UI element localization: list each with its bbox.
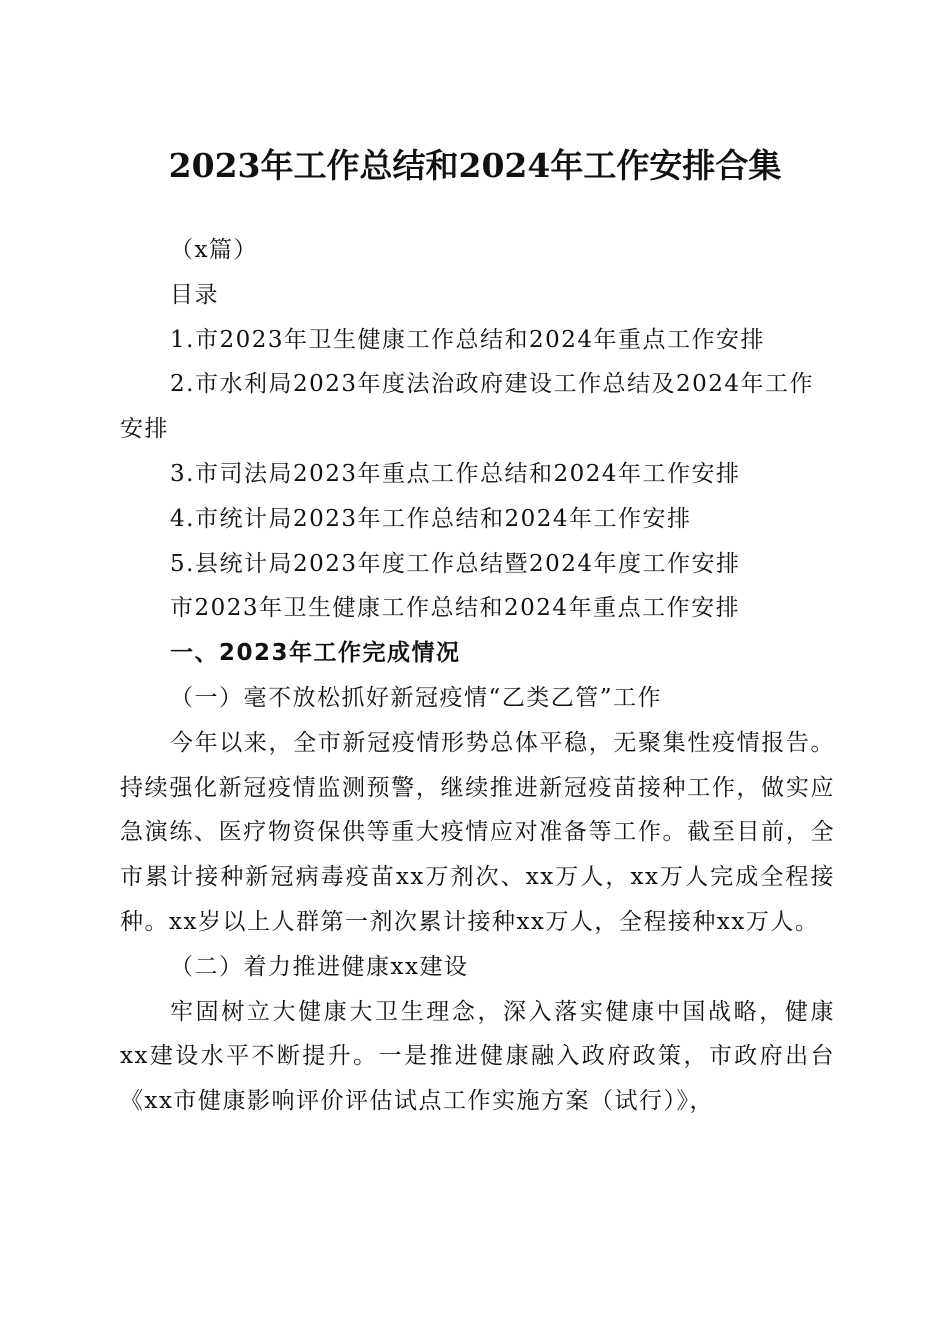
article-title: 市2023年卫生健康工作总结和2024年重点工作安排: [170, 595, 741, 622]
toc-item-2: 2.市水利局2023年度法治政府建设工作总结及2024年工作安排: [120, 371, 815, 443]
toc-item-1: 1.市2023年卫生健康工作总结和2024年重点工作安排: [170, 326, 766, 353]
count-note: （x篇）: [170, 237, 258, 263]
toc-label: 目录: [170, 281, 219, 308]
subsection-heading-1: （一）毫不放松抓好新冠疫情“乙类乙管”工作: [170, 684, 663, 711]
section-heading: 一、2023年工作完成情况: [170, 640, 461, 667]
subsection-heading-2: （二）着力推进健康xx建设: [170, 953, 469, 980]
toc-item-3: 3.市司法局2023年重点工作总结和2024年工作安排: [170, 460, 741, 487]
toc-item-4: 4.市统计局2023年工作总结和2024年工作安排: [170, 505, 692, 532]
document-body: [120, 228, 835, 1124]
body-paragraph-2: 牢固树立大健康大卫生理念，深入落实健康中国战略，健康xx建设水平不断提升。一是推进健康融入政府政策，市政府出台《xx市健康影响评价评估试点工作实施方案（试行）》，: [120, 998, 835, 1115]
toc-item-5: 5.县统计局2023年度工作总结暨2024年度工作安排: [170, 550, 741, 577]
document-title: 2023年工作总结和2024年工作安排合集: [168, 146, 782, 185]
body-paragraph-1: 今年以来，全市新冠疫情形势总体平稳，无聚集性疫情报告。持续强化新冠疫情监测预警，继续推进新冠疫苗接种工作，做实应急演练、医疗物资保供等重大疫情应对准备等工作。截至目前，全市累计接种新冠病毒疫苗xx万剂次、xx万人，xx万人完成全程接种。xx岁以上人群第一剂次累计接种xx万人，全程接种xx万人。: [120, 729, 835, 935]
